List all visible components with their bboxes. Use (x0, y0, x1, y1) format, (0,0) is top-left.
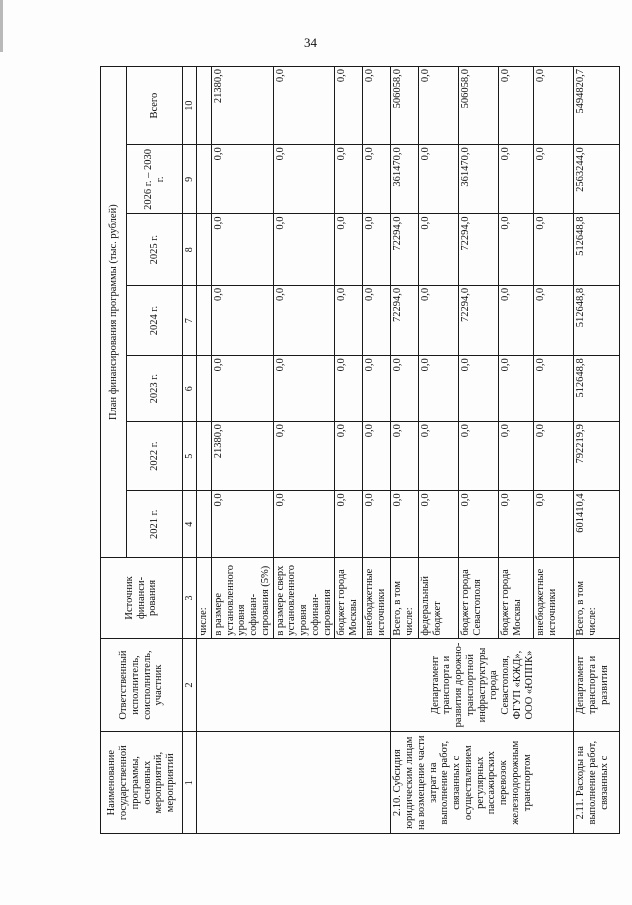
value-cell: 506058,0 (391, 67, 419, 145)
source-cell: внебюджетные источники (363, 558, 391, 638)
continued-executor-cell (197, 638, 391, 732)
value-cell (197, 285, 212, 355)
value-cell: 0,0 (335, 491, 363, 558)
source-cell: внебюджетные источники (534, 558, 574, 638)
value-cell (197, 67, 212, 145)
value-cell: 0,0 (534, 422, 574, 491)
value-cell: 0,0 (499, 214, 534, 285)
header-year-2024: 2024 г. (127, 285, 183, 355)
column-number-2: 2 (183, 638, 197, 732)
value-cell: 512648,8 (574, 285, 620, 355)
source-cell: федеральный бюджет (419, 558, 459, 638)
value-cell: 0,0 (211, 145, 273, 214)
table-row (197, 67, 212, 834)
column-number-3: 3 (183, 558, 197, 638)
header-year-2025: 2025 г. (127, 214, 183, 285)
value-cell: 792219,9 (574, 422, 620, 491)
column-number-9: 9 (183, 145, 197, 214)
table-row (391, 67, 419, 834)
value-cell: 0,0 (534, 67, 574, 145)
column-number-4: 4 (183, 491, 197, 558)
value-cell: 361470,0 (391, 145, 419, 214)
value-cell: 0,0 (273, 214, 335, 285)
table-row (574, 67, 620, 834)
column-number-1: 1 (183, 732, 197, 834)
value-cell: 0,0 (335, 422, 363, 491)
value-cell: 0,0 (335, 214, 363, 285)
value-cell: 361470,0 (459, 145, 499, 214)
value-cell: 0,0 (363, 285, 391, 355)
value-cell: 0,0 (273, 285, 335, 355)
item-2-11-executor: Департамент транспорта и развития (574, 638, 620, 732)
value-cell: 0,0 (211, 356, 273, 422)
value-cell: 0,0 (273, 356, 335, 422)
value-cell: 2563244,0 (574, 145, 620, 214)
value-cell: 72294,0 (459, 214, 499, 285)
value-cell: 0,0 (499, 67, 534, 145)
source-cell: Всего, в том числе: (391, 558, 419, 638)
page-number: 34 (304, 35, 317, 50)
value-cell: 0,0 (534, 145, 574, 214)
header-total: Всего (127, 67, 183, 145)
value-cell: 0,0 (391, 491, 419, 558)
value-cell: 512648,8 (574, 214, 620, 285)
value-cell: 0,0 (363, 356, 391, 422)
rotated-table-container (100, 66, 610, 834)
value-cell: 0,0 (419, 285, 459, 355)
value-cell: 0,0 (499, 145, 534, 214)
value-cell (197, 356, 212, 422)
source-cell: в размере установленного уровня софинан-сирования (5%) (211, 558, 273, 638)
value-cell: 0,0 (273, 422, 335, 491)
value-cell: 0,0 (419, 422, 459, 491)
value-cell: 0,0 (211, 285, 273, 355)
value-cell (197, 214, 212, 285)
value-cell: 0,0 (534, 356, 574, 422)
value-cell: 0,0 (419, 356, 459, 422)
value-cell: 0,0 (363, 214, 391, 285)
value-cell: 5494820,7 (574, 67, 620, 145)
value-cell: 0,0 (391, 356, 419, 422)
continued-name-cell (197, 732, 391, 834)
source-cell: бюджет города Москвы (499, 558, 534, 638)
header-year-2022: 2022 г. (127, 422, 183, 491)
item-2-10-executor: Департамент транспорта и развития дорожно-транспортной инфраструктуры города Севастополя, ФГУП «КЖД», ООО «ЮППК» (391, 638, 574, 732)
value-cell: 0,0 (335, 145, 363, 214)
value-cell: 0,0 (335, 285, 363, 355)
header-year-2026-2030: 2026 г. – 2030 г. (127, 145, 183, 214)
value-cell: 0,0 (459, 422, 499, 491)
value-cell: 72294,0 (391, 214, 419, 285)
value-cell: 0,0 (273, 67, 335, 145)
value-cell: 0,0 (499, 356, 534, 422)
value-cell: 0,0 (211, 214, 273, 285)
value-cell: 21380,0 (211, 422, 273, 491)
source-cell: бюджет города Севастополя (459, 558, 499, 638)
value-cell: 506058,0 (459, 67, 499, 145)
value-cell: 0,0 (363, 67, 391, 145)
value-cell: 512648,8 (574, 356, 620, 422)
column-number-5: 5 (183, 422, 197, 491)
value-cell: 0,0 (335, 356, 363, 422)
column-number-7: 7 (183, 285, 197, 355)
value-cell (197, 422, 212, 491)
value-cell (197, 491, 212, 558)
value-cell: 0,0 (499, 422, 534, 491)
header-year-2021: 2021 г. (127, 491, 183, 558)
value-cell: 0,0 (363, 491, 391, 558)
header-name: Наименование государственной программы, основных мероприятий, мероприятий (101, 732, 183, 834)
value-cell: 0,0 (391, 422, 419, 491)
column-number-8: 8 (183, 214, 197, 285)
value-cell: 0,0 (419, 214, 459, 285)
value-cell: 0,0 (211, 491, 273, 558)
value-cell: 21380,0 (211, 67, 273, 145)
value-cell: 0,0 (273, 145, 335, 214)
header-executor: Ответственный исполнитель, соисполнитель, участник (101, 638, 183, 732)
column-number-10: 10 (183, 67, 197, 145)
header-source: Источник финанси-рования (101, 558, 183, 638)
source-cell: бюджет города Москвы (335, 558, 363, 638)
value-cell: 0,0 (363, 145, 391, 214)
value-cell: 0,0 (419, 145, 459, 214)
value-cell: 601410,4 (574, 491, 620, 558)
value-cell: 0,0 (419, 491, 459, 558)
financing-table-frame (100, 66, 610, 834)
value-cell: 0,0 (499, 285, 534, 355)
financing-plan-table (100, 66, 620, 834)
value-cell: 72294,0 (391, 285, 419, 355)
value-cell: 0,0 (363, 422, 391, 491)
value-cell: 0,0 (419, 67, 459, 145)
value-cell: 0,0 (534, 214, 574, 285)
item-2-10-name: 2.10. Субсидия юридическим лицам на возмещение части затрат на выполнение работ, связанных с осуществлением регулярных пассажирских перевозок железнодорожным транспортом (391, 732, 574, 834)
value-cell: 0,0 (335, 67, 363, 145)
value-cell: 72294,0 (459, 285, 499, 355)
source-cell: Всего, в том числе: (574, 558, 620, 638)
value-cell: 0,0 (273, 491, 335, 558)
value-cell: 0,0 (534, 285, 574, 355)
value-cell: 0,0 (459, 356, 499, 422)
column-number-6: 6 (183, 356, 197, 422)
value-cell: 0,0 (459, 491, 499, 558)
source-cell: в размере сверх установленного уровня софинан-сирования (273, 558, 335, 638)
value-cell: 0,0 (499, 491, 534, 558)
value-cell: 0,0 (534, 491, 574, 558)
header-year-2023: 2023 г. (127, 356, 183, 422)
header-plan-group: План финансирования программы (тыс. рублей) (101, 67, 127, 558)
value-cell (197, 145, 212, 214)
item-2-11-name: 2.11. Расходы на выполнение работ, связанных с (574, 732, 620, 834)
source-cell: числе: (197, 558, 212, 638)
left-edge-mark (0, 0, 3, 52)
